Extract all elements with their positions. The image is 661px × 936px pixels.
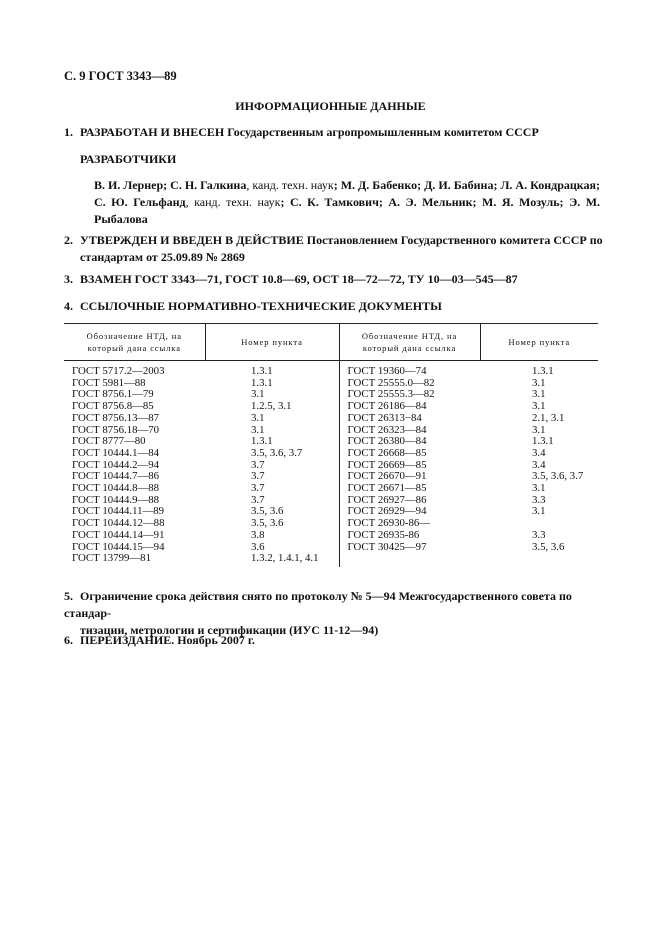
ref-doc-cell: ГОСТ 8756.8—85 [72, 400, 154, 413]
ref-point-cell: 3.7 [251, 482, 265, 495]
ref-doc-cell: ГОСТ 10444.15—94 [72, 540, 165, 553]
developer-name: Л. А. Кондрацкая [500, 178, 597, 192]
item-number: 3. [64, 272, 73, 286]
item-text-continued: тизации, метрологии и сертификации (ИУС 11-12—94) [80, 623, 379, 637]
ref-doc-cell: ГОСТ 10444.7—86 [72, 470, 160, 483]
ref-doc-cell: ГОСТ 26669—85 [339, 460, 480, 472]
ref-doc-cell: ГОСТ 26927—86 [339, 495, 480, 507]
ref-point-cell: 3.8 [251, 528, 265, 541]
ref-doc-cell: ГОСТ 19360—74 [339, 361, 480, 378]
ref-point-cell: 3.5, 3.6 [532, 540, 565, 553]
developer-name: А. Э. Мельник [388, 195, 473, 209]
ref-doc-cell: ГОСТ 25555.0—82 [339, 378, 480, 390]
ref-point-cell: 3.1 [532, 376, 546, 389]
ref-doc-cell: ГОСТ 26186—84 [339, 401, 480, 413]
item-text-continued: стандартам от 25.09.89 № 2869 [80, 250, 245, 264]
item-number: 5. [64, 589, 73, 603]
ref-doc-cell: ГОСТ 8756.18—70 [72, 423, 160, 436]
item-number: 2. [64, 233, 73, 247]
ref-point-cell: 1.3.1 [251, 435, 273, 448]
ref-doc-cell: ГОСТ 26668—85 [339, 448, 480, 460]
ref-point-cell: 3.7 [251, 493, 265, 506]
ref-doc-cell: ГОСТ 5981—88 [72, 376, 146, 389]
table-row [64, 413, 598, 425]
developer-separator: ; [596, 178, 601, 192]
developer-name: С. Ю. Гельфанд [94, 195, 186, 209]
ref-point-cell: 2.1, 3.1 [532, 411, 565, 424]
ref-point-cell: 1.3.1 [251, 365, 273, 377]
ref-point-cell: 3.7 [251, 458, 265, 471]
ref-doc-cell: ГОСТ 10444.2—94 [72, 458, 160, 471]
reference-table [64, 323, 598, 567]
ref-point-cell: 3.6 [251, 540, 265, 553]
ref-doc-cell: ГОСТ 26323—84 [339, 425, 480, 437]
developer-separator: ; [493, 178, 501, 192]
developer-name: Д. И. Бабина [424, 178, 494, 192]
ref-doc-cell: ГОСТ 26670—91 [339, 471, 480, 483]
ref-doc-cell: ГОСТ 10444.14—91 [72, 528, 165, 541]
table-row [64, 553, 598, 567]
ref-point-cell: 1.3.1 [532, 435, 554, 448]
ref-point-cell: 1.3.1 [251, 376, 273, 389]
item-replaces [64, 271, 518, 288]
developer-name: Э. М. Рыбалова [94, 195, 601, 226]
developer-separator: ; [280, 195, 290, 209]
item-number: 6. [64, 633, 73, 647]
ref-point-cell: 3.4 [532, 446, 546, 459]
developer-separator: ; [163, 178, 171, 192]
ref-point-cell: 3.5, 3.6, 3.7 [532, 470, 584, 483]
developer-separator: ; [378, 195, 389, 209]
item-bold-text: УТВЕРЖДЕН И ВВЕДЕН В ДЕЙСТВИЕ [80, 233, 304, 247]
ref-point-cell: 3.4 [532, 458, 546, 471]
ref-doc-cell: ГОСТ 30425—97 [339, 542, 480, 554]
table-row [64, 448, 598, 460]
developer-title: , канд. техн. наук [246, 178, 334, 192]
developer-separator: ; [472, 195, 483, 209]
developer-name: В. И. Лернер [94, 178, 164, 192]
ref-doc-cell: ГОСТ 8756.1—79 [72, 388, 154, 401]
item-text: ВЗАМЕН ГОСТ 3343—71, ГОСТ 10.8—69, ОСТ 18—72—72, ТУ 10—03—545—87 [80, 272, 518, 286]
ref-doc-cell: ГОСТ 26935-86 [339, 530, 480, 542]
item-approved [64, 232, 604, 266]
ref-doc-cell: ГОСТ 8756.13—87 [72, 411, 160, 424]
page-title: ИНФОРМАЦИОННЫЕ ДАННЫЕ [235, 99, 426, 113]
ref-doc-cell: ГОСТ 26313−84 [339, 413, 480, 425]
developers-list [94, 177, 600, 228]
ref-point-cell: 3.5, 3.6 [251, 505, 284, 518]
table-row [64, 483, 598, 495]
item-reference-docs [64, 298, 442, 315]
ref-point-cell: 3.1 [532, 388, 546, 401]
header-doc-designation: Обозначение НТД, на который дана ссылка [339, 324, 480, 361]
ref-doc-cell: ГОСТ 10444.12—88 [72, 517, 165, 530]
ref-point-cell: 3.1 [532, 505, 546, 518]
ref-point-cell: 3.3 [532, 528, 546, 541]
ref-doc-cell: ГОСТ 26930-86— [339, 518, 480, 530]
item-reissue [64, 632, 255, 649]
ref-doc-cell [339, 553, 480, 567]
ref-point-cell: 3.3 [532, 493, 546, 506]
page-header: С. 9 ГОСТ 3343—89 [64, 69, 177, 83]
header-doc-designation: Обозначение НТД, на который дана ссылка [64, 324, 205, 361]
item-text: ССЫЛОЧНЫЕ НОРМАТИВНО-ТЕХНИЧЕСКИЕ ДОКУМЕНТЫ [80, 299, 442, 313]
ref-point-cell: 1.3.1 [532, 365, 554, 377]
ref-doc-cell: ГОСТ 26380—84 [339, 436, 480, 448]
developer-title: , канд. техн. наук [185, 195, 281, 209]
ref-point-cell: 3.5, 3.6 [251, 517, 284, 530]
ref-point-cell: 3.1 [532, 400, 546, 413]
ref-point-cell: 3.1 [251, 423, 265, 436]
developer-separator: ; [333, 178, 341, 192]
developers-heading: РАЗРАБОТЧИКИ [80, 152, 177, 166]
table-row [64, 361, 598, 378]
ref-point-cell [480, 553, 598, 567]
ref-doc-cell: ГОСТ 26929—94 [339, 506, 480, 518]
developer-name: М. Д. Бабенко [340, 178, 418, 192]
ref-doc-cell: ГОСТ 10444.9—88 [72, 493, 160, 506]
item-number: 4. [64, 299, 73, 313]
ref-doc-cell: ГОСТ 26671—85 [339, 483, 480, 495]
ref-point-cell: 1.3.2, 1.4.1, 4.1 [251, 552, 319, 565]
developer-name: М. Я. Мозуль [482, 195, 560, 209]
ref-doc-cell: ГОСТ 8777—80 [72, 435, 146, 448]
table-row [64, 530, 598, 542]
ref-doc-cell: ГОСТ 5717.2—2003 [72, 365, 165, 377]
ref-doc-cell: ГОСТ 13799—81 [72, 552, 151, 565]
ref-point-cell: 3.1 [532, 423, 546, 436]
ref-point-cell: 3.1 [532, 482, 546, 495]
ref-point-cell: 3.5, 3.6, 3.7 [251, 446, 303, 459]
item-developed-by [64, 124, 624, 141]
ref-doc-cell: ГОСТ 10444.8—88 [72, 482, 160, 495]
ref-point-cell: 3.1 [251, 388, 265, 401]
reference-table-body [64, 361, 598, 567]
ref-doc-cell: ГОСТ 25555.3—82 [339, 389, 480, 401]
item-text: Ограничение срока действия снято по протоколу № 5—94 Межгосударственного совета по стандар- [64, 589, 572, 620]
developer-name: С. К. Тамкович [289, 195, 379, 209]
header-point-number: Номер пункта [480, 324, 598, 361]
developer-name: С. Н. Галкина [170, 178, 247, 192]
developer-separator: ; [417, 178, 425, 192]
item-text: Постановлением Государственного комитета СССР по [303, 233, 603, 247]
item-number: 1. [64, 125, 73, 139]
ref-point-cell: 3.1 [251, 411, 265, 424]
developer-separator: ; [559, 195, 570, 209]
ref-doc-cell: ГОСТ 10444.1—84 [72, 446, 160, 459]
ref-point-cell: 3.7 [251, 470, 265, 483]
header-point-number: Номер пункта [205, 324, 339, 361]
ref-doc-cell: ГОСТ 10444.11—89 [72, 505, 165, 518]
item-text: ПЕРЕИЗДАНИЕ. Ноябрь 2007 г. [80, 633, 255, 647]
ref-point-cell: 1.2.5, 3.1 [251, 400, 292, 413]
item-text: РАЗРАБОТАН И ВНЕСЕН Государственным агропромышленным комитетом СССР [80, 125, 539, 139]
